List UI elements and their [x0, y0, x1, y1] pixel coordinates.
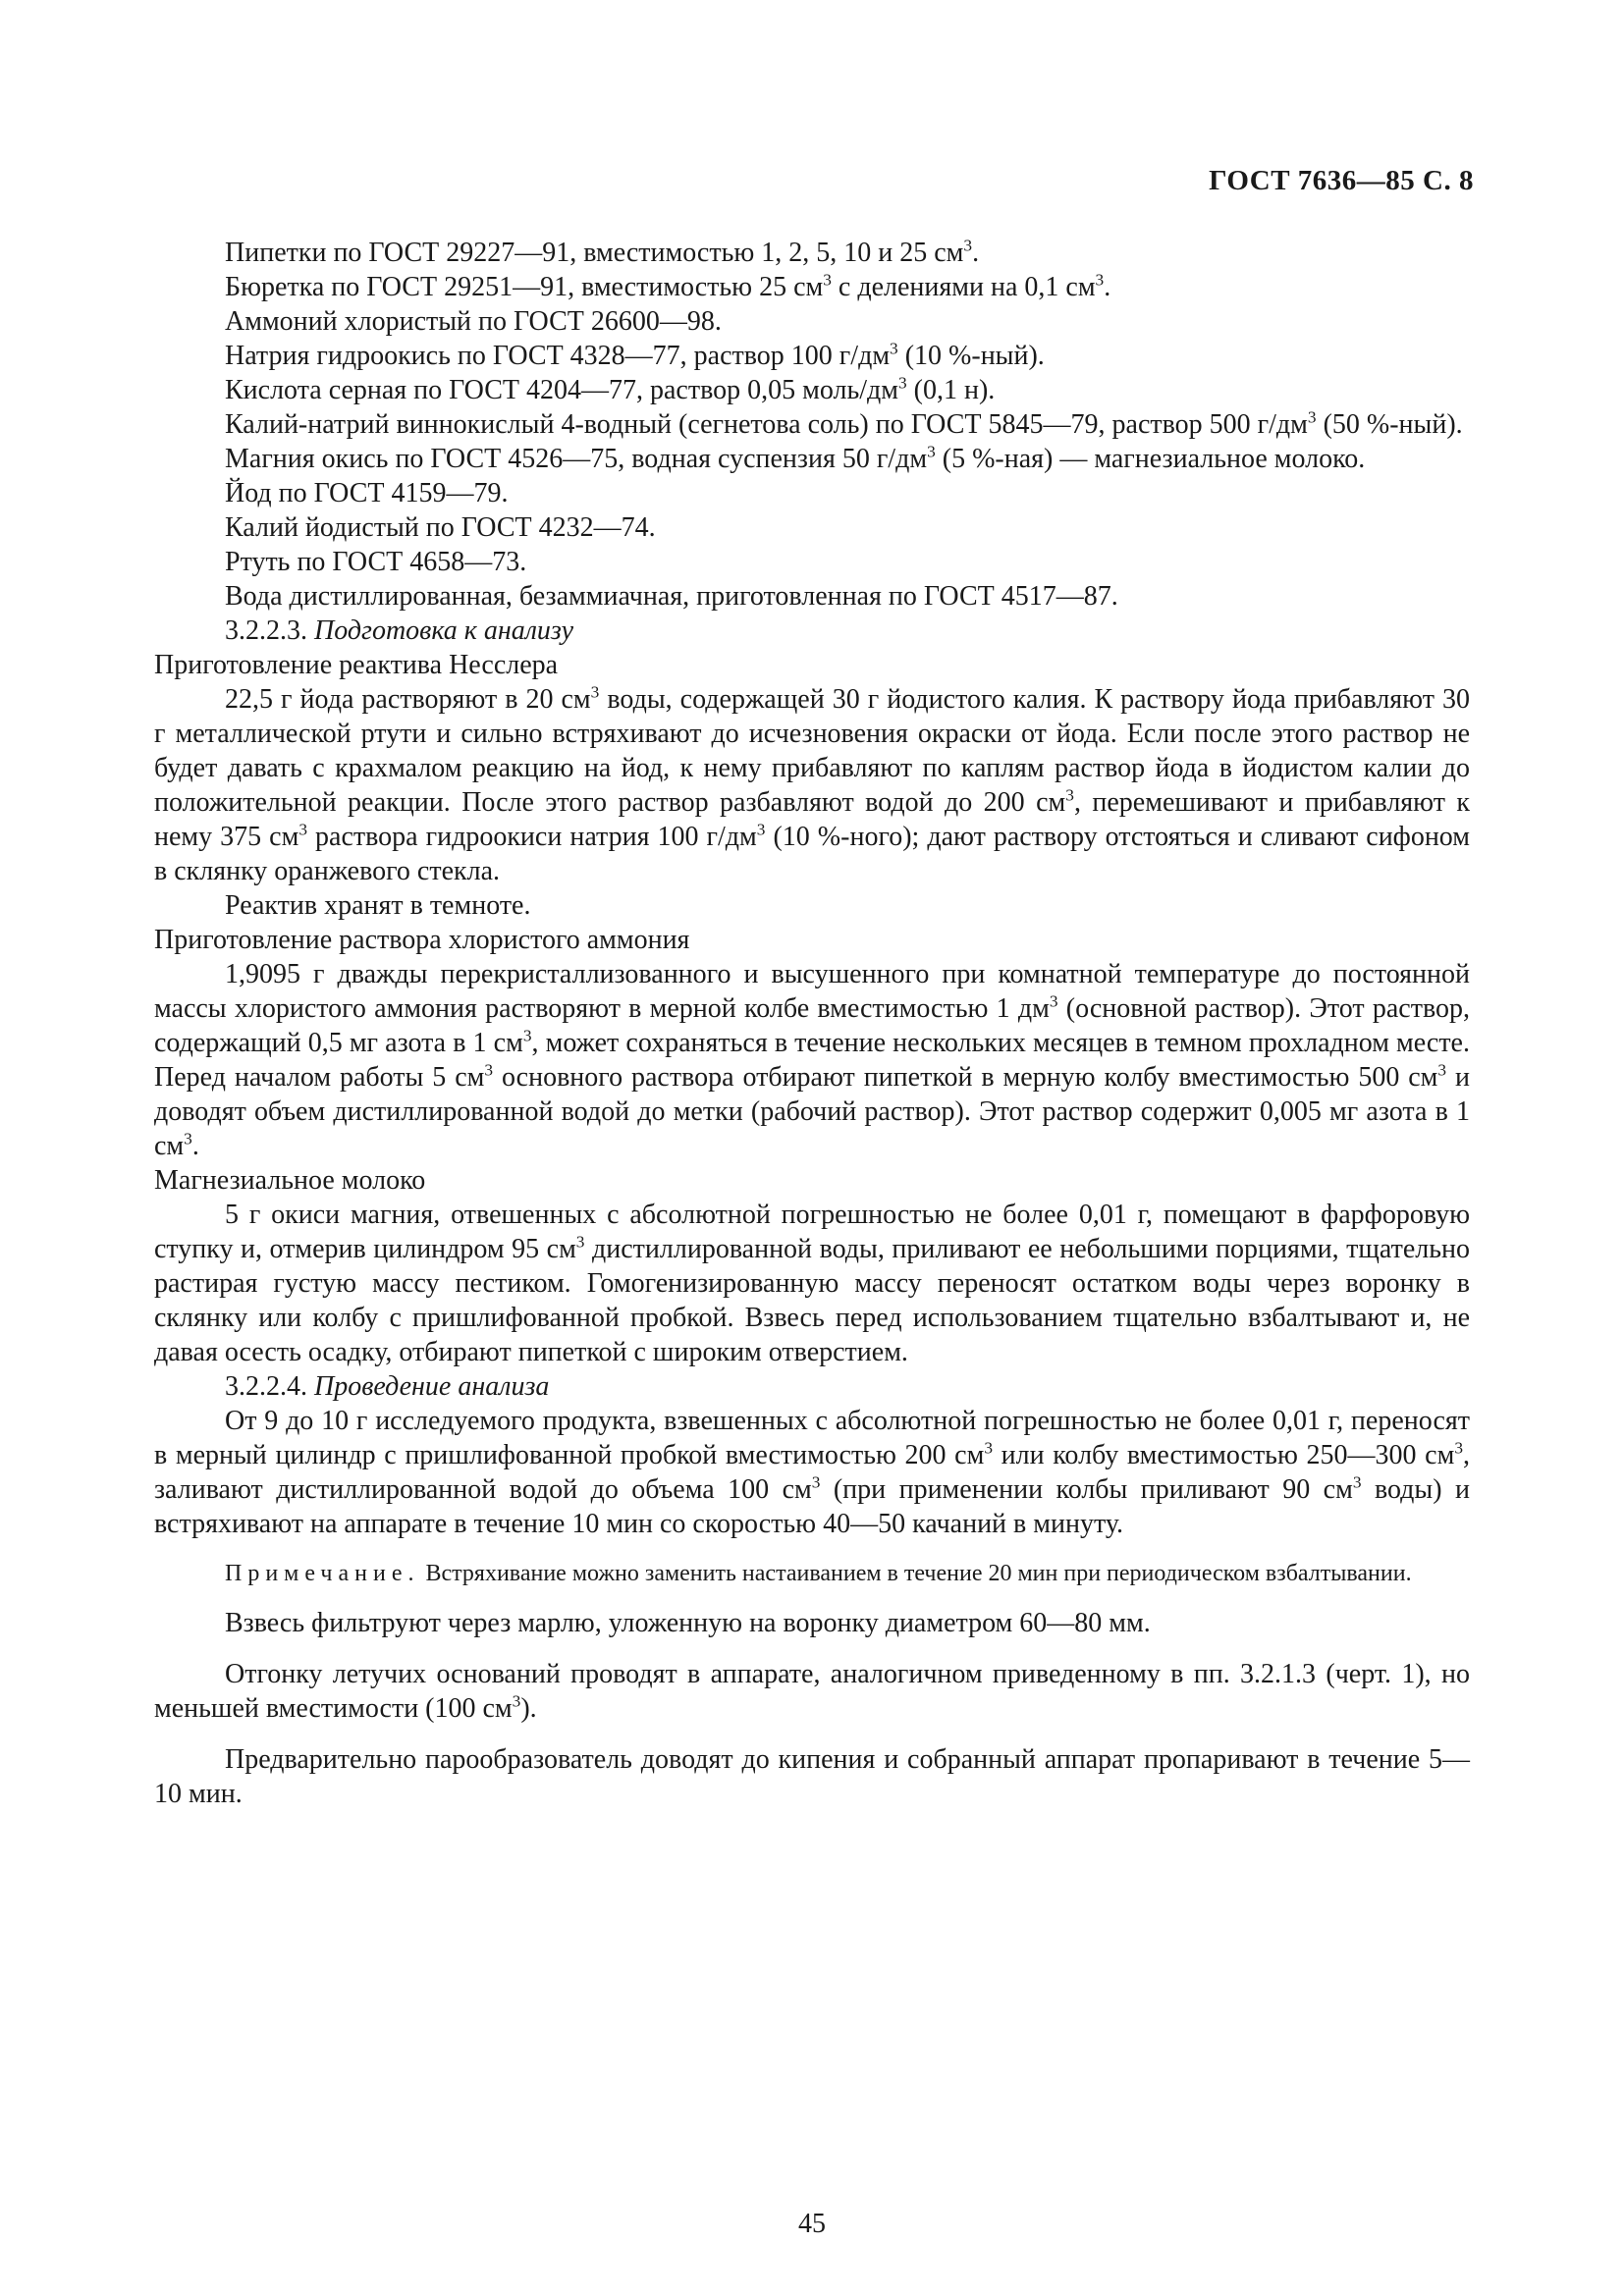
- reagent-item: Пипетки по ГОСТ 29227—91, вместимостью 1, 2, 5, 10 и 25 $см^3$.: [225, 236, 980, 268]
- reagent-item: Натрия гидроокись по ГОСТ 4328—77, раствор 100 $г/дм^3$ (10 %-ный).: [225, 339, 1045, 371]
- reagent-item: Вода дистиллированная, безаммиачная, приготовленная по ГОСТ 4517—87.: [225, 581, 1118, 612]
- section-heading-3-2-2-4: [154, 1369, 1470, 1404]
- section-heading-3-2-2-3: [154, 614, 1470, 648]
- paragraph-ammonium-prep: 1,9095 г дважды перекристаллизованного и высушенного при комнатной температуре до постоянной массы хлористого аммония растворяют в мерной колбе вместимостью 1 $дм^3$ (основной раствор). Этот раствор, содержащий 0,5 мг азота в 1 $см^3$, может сохраняться в течение нескольких месяцев в темном прохладном месте. Перед началом работы 5 $см^3$ основного раствора отбирают пипеткой в мерную колбу вместимостью 500 $см^3$ и доводят объем дистиллированной водой до метки (рабочий раствор). Этот раствор содержит 0,005 мг азота в 1 $см^3$.: [154, 959, 1470, 1161]
- page-number: 45: [798, 2209, 826, 2239]
- note-label: Примечание.: [225, 1561, 420, 1586]
- reagent-item: Магния окись по ГОСТ 4526—75, водная суспензия 50 $г/дм^3$ (5 %-ная) — магнезиальное молоко.: [225, 442, 1366, 474]
- paragraph-nessler-prep: 22,5 г йода растворяют в 20 $см^3$ воды, содержащей 30 г йодистого калия. К раствору йода прибавляют 30 г металлической ртути и сильно встряхивают до исчезновения окраски от йода. Если после этого раствор не будет давать с крахмалом реакцию на йод, к нему прибавляют по каплям раствор йода в йодистом калии до положительной реакции. После этого раствор разбавляют водой до 200 $см^3$, перемешивают и прибавляют к нему 375 $см^3$ раствора гидроокиси натрия 100 $г/дм^3$ (10 %-ного); дают раствору отстояться и сливают сифоном в склянку оранжевого стекла.: [154, 682, 1470, 886]
- reagent-item: Калий-натрий виннокислый 4-водный (сегнетова соль) по ГОСТ 5845—79, раствор 500 $г/дм^3$ (50 %-ный).: [225, 407, 1463, 440]
- subheading-nessler: Приготовление реактива Несслера: [154, 650, 559, 680]
- note: [154, 1558, 1470, 1589]
- section-number: 3.2.2.4.: [225, 1371, 307, 1402]
- paragraph-steaming: Предварительно парообразователь доводят до кипения и собранный аппарат пропаривают в течение 5—10 мин.: [154, 1744, 1470, 1809]
- reagent-item: Ртуть по ГОСТ 4658—73.: [225, 547, 527, 577]
- paragraph-filtration: Взвесь фильтруют через марлю, уложенную на воронку диаметром 60—80 мм.: [225, 1608, 1151, 1638]
- section-title: Проведение анализа: [314, 1371, 550, 1402]
- reagent-item: Калий йодистый по ГОСТ 4232—74.: [225, 512, 656, 543]
- document-body: [154, 236, 1470, 1811]
- paragraph-nessler-storage: Реактив хранят в темноте.: [225, 890, 531, 921]
- section-number: 3.2.2.3.: [225, 615, 307, 646]
- reagent-list: [154, 236, 1470, 614]
- note-text: Встряхивание можно заменить настаиванием в течение 20 мин при периодическом взбалтывании.: [425, 1561, 1412, 1586]
- reagent-item: Бюретка по ГОСТ 29251—91, вместимостью 25 $см^3$ с делениями на 0,1 $см^3$.: [225, 270, 1111, 302]
- reagent-item: Кислота серная по ГОСТ 4204—77, раствор 0,05 моль/$дм^3$ (0,1 н).: [225, 373, 996, 405]
- paragraph-analysis: От 9 до 10 г исследуемого продукта, взвешенных с абсолютной погрешностью не более 0,01 г, переносят в мерный цилиндр с пришлифованной пробкой вместимостью 200 $см^3$ или колбу вместимостью 250—300 $см^3$, заливают дистиллированной водой до объема 100 $см^3$ (при применении колбы приливают 90 $см^3$ воды) и встряхивают на аппарате в течение 10 мин со скоростью 40—50 качаний в минуту.: [154, 1406, 1470, 1539]
- paragraph-magnesia-prep: 5 г окиси магния, отвешенных с абсолютной погрешностью не более 0,01 г, помещают в фарфоровую ступку и, отмерив цилиндром 95 $см^3$ дистиллированной воды, приливают ее небольшими порциями, тщательно растирая густую массу пестиком. Гомогенизированную массу переносят остатком воды через воронку в склянку или колбу с пришлифованной пробкой. Взвесь перед использованием тщательно взбалтывают и, не давая осесть осадку, отбирают пипеткой с широким отверстием.: [154, 1200, 1471, 1367]
- subheading-ammonium-chloride: Приготовление раствора хлористого аммония: [154, 925, 690, 955]
- section-title: Подготовка к анализу: [314, 615, 574, 646]
- reagent-item: Йод по ГОСТ 4159—79.: [225, 478, 509, 508]
- page-header: ГОСТ 7636—85 С. 8: [1209, 165, 1474, 196]
- paragraph-distillation: Отгонку летучих оснований проводят в аппарате, аналогичном приведенному в пп. 3.2.1.3 (черт. 1), но меньшей вместимости (100 $см^3$).: [154, 1659, 1470, 1724]
- subheading-magnesia-milk: Магнезиальное молоко: [154, 1165, 426, 1196]
- reagent-item: Аммоний хлористый по ГОСТ 26600—98.: [225, 306, 722, 337]
